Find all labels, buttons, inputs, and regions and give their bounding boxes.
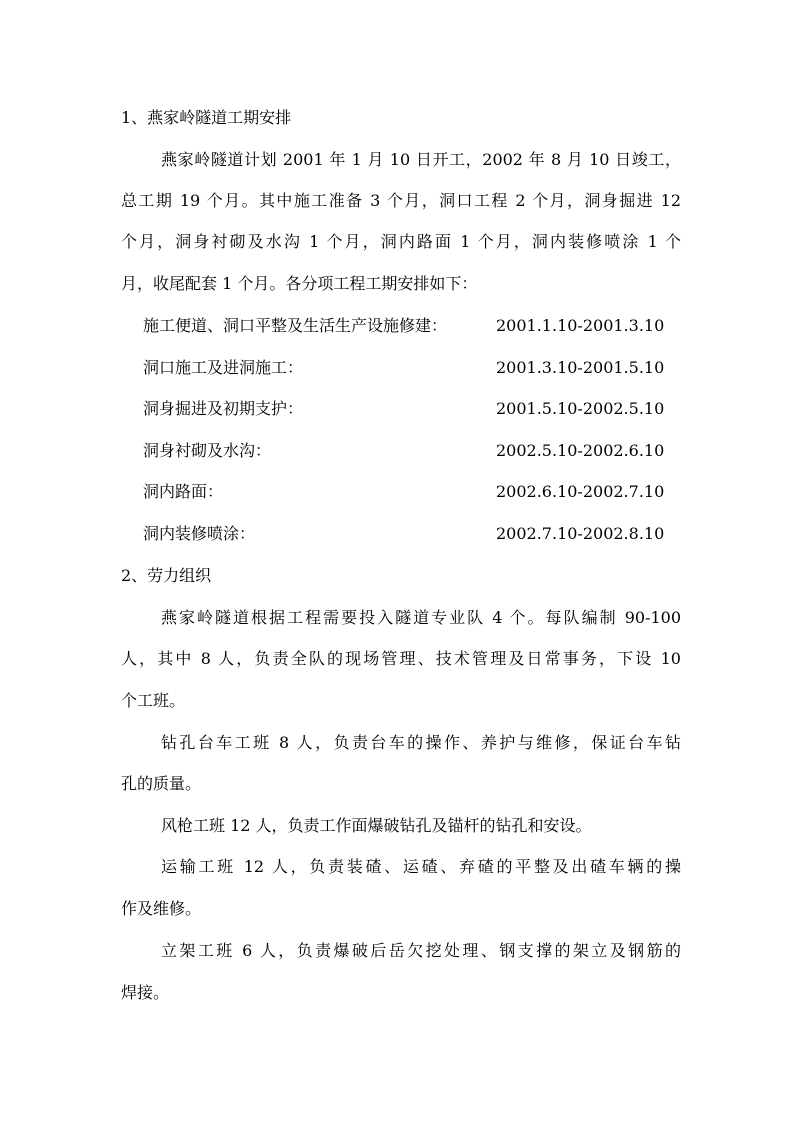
section-1-paragraph-line: 月，收尾配套 1 个月。各分项工程工期安排如下： [121, 274, 478, 293]
schedule-item-range: 2001.1.10-2001.3.10 [496, 316, 665, 335]
section-2-paragraph-line: 焊接。 [121, 983, 170, 1002]
schedule-item-range: 2002.7.10-2002.8.10 [496, 524, 665, 543]
section-2-paragraph-line: 个工班。 [121, 691, 186, 710]
section-2-paragraph-line: 立架工班 6 人，负责爆破后岳欠挖处理、钢支撑的架立及钢筋的 [161, 941, 681, 960]
section-2-paragraph-line: 运输工班 12 人，负责装碴、运碴、弃碴的平整及出碴车辆的操 [161, 857, 681, 876]
section-2-paragraph-line: 孔的质量。 [121, 774, 202, 793]
schedule-item-label: 洞内路面： [143, 482, 224, 501]
section-2-paragraph-line: 风枪工班 12 人，负责工作面爆破钻孔及锚杆的钻孔和安设。 [161, 816, 592, 835]
schedule-item-label: 洞身掘进及初期支护： [143, 399, 304, 418]
schedule-item-label: 洞口施工及进洞施工： [143, 358, 304, 377]
schedule-item-range: 2001.5.10-2002.5.10 [496, 399, 665, 418]
schedule-item-range: 2001.3.10-2001.5.10 [496, 358, 665, 377]
schedule-item-range: 2002.6.10-2002.7.10 [496, 482, 665, 501]
section-1-heading: 1、燕家岭隧道工期安排 [121, 108, 292, 127]
section-1-paragraph-line: 个月，洞身衬砌及水沟 1 个月，洞内路面 1 个月，洞内装修喷涂 1 个 [121, 232, 681, 251]
section-2-paragraph-line: 钻孔台车工班 8 人，负责台车的操作、养护与维修，保证台车钻 [161, 733, 681, 752]
section-2-heading: 2、劳力组织 [121, 566, 212, 585]
section-1-paragraph-line: 总工期 19 个月。其中施工准备 3 个月，洞口工程 2 个月，洞身掘进 12 [121, 191, 681, 210]
section-2-paragraph-line: 燕家岭隧道根据工程需要投入隧道专业队 4 个。每队编制 90-100 [161, 608, 681, 627]
schedule-item-label: 施工便道、洞口平整及生活生产设施修建： [143, 316, 448, 335]
schedule-item-range: 2002.5.10-2002.6.10 [496, 441, 665, 460]
section-1-paragraph-line: 燕家岭隧道计划 2001 年 1 月 10 日开工，2002 年 8 月 10 日竣工， [161, 150, 681, 169]
schedule-item-label: 洞身衬砌及水沟： [143, 441, 272, 460]
section-2-paragraph-line: 人，其中 8 人，负责全队的现场管理、技术管理及日常事务，下设 10 [121, 649, 681, 668]
schedule-item-label: 洞内装修喷涂： [143, 524, 256, 543]
section-2-paragraph-line: 作及维修。 [121, 899, 202, 918]
